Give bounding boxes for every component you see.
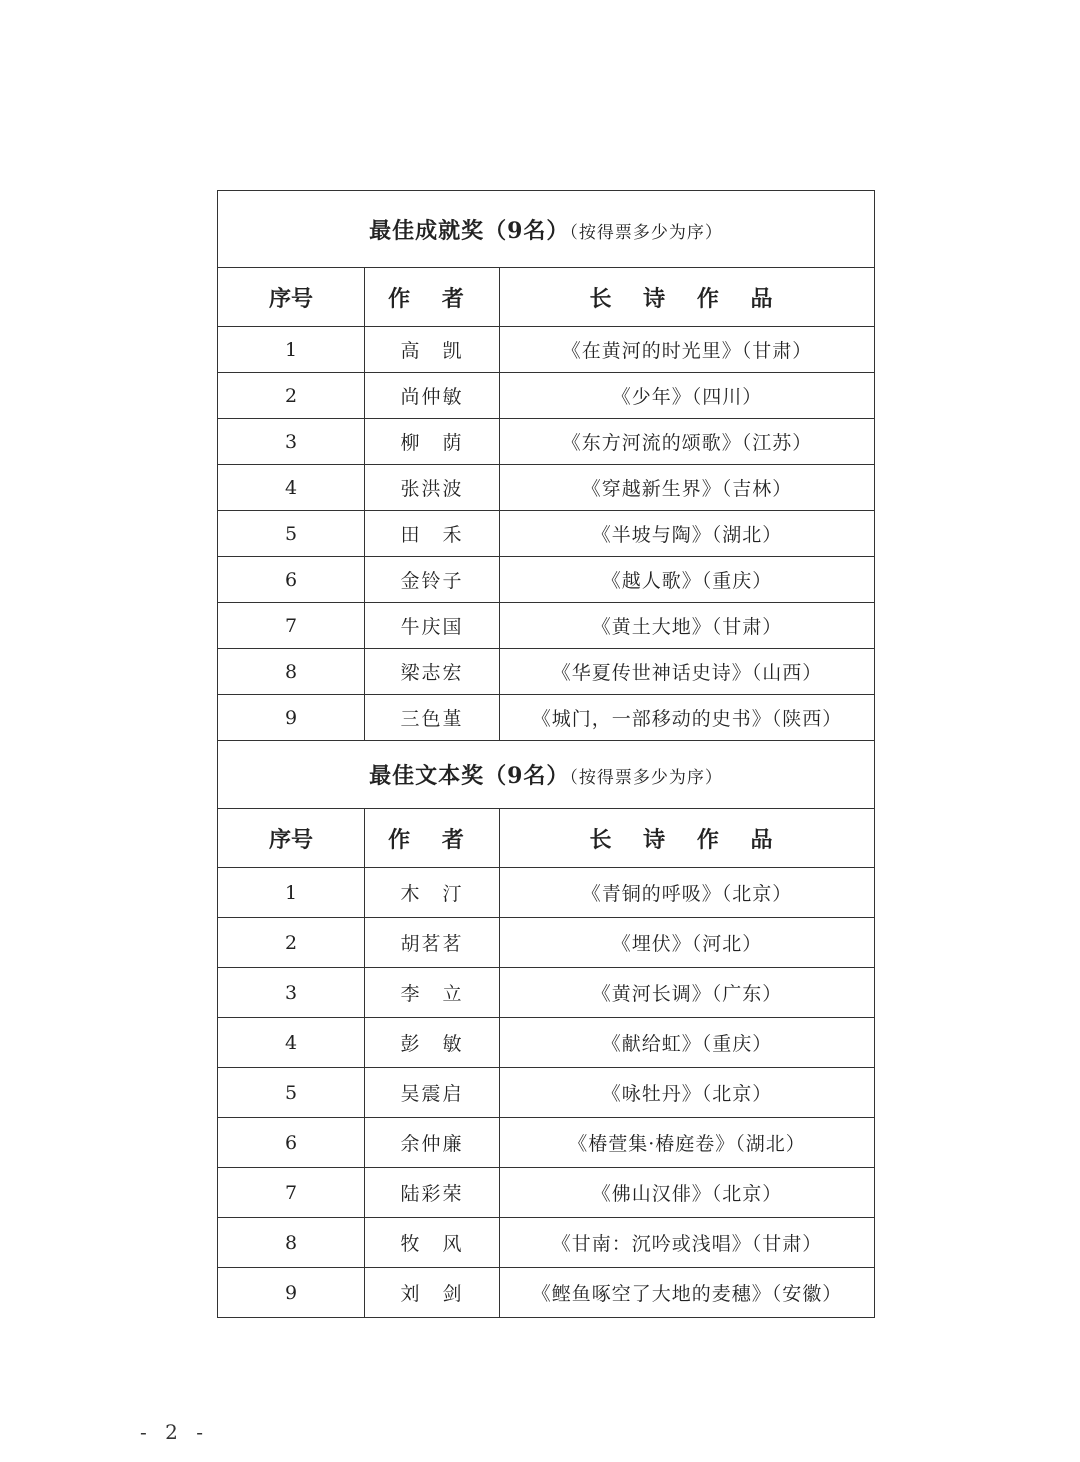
row-author: 高 凯 bbox=[365, 327, 500, 373]
header-seq bbox=[218, 268, 365, 327]
row-seq: 6 bbox=[218, 557, 365, 603]
row-work: 《咏牡丹》（北京） bbox=[500, 1068, 875, 1118]
row-seq: 4 bbox=[218, 1018, 365, 1068]
row-author: 田 禾 bbox=[365, 511, 500, 557]
section-title bbox=[218, 741, 875, 809]
row-work: 《青铜的呼吸》（北京） bbox=[500, 868, 875, 918]
table-row bbox=[218, 603, 875, 649]
row-author: 刘 剑 bbox=[365, 1268, 500, 1318]
table-row bbox=[218, 968, 875, 1018]
awards-table bbox=[217, 190, 875, 1318]
row-work: 《少年》（四川） bbox=[500, 373, 875, 419]
header-seq-label: 序号 bbox=[268, 285, 313, 312]
header-row bbox=[218, 809, 875, 868]
section-title-note: （按得票多少为序） bbox=[569, 768, 723, 788]
table-row bbox=[218, 511, 875, 557]
row-author: 余仲廉 bbox=[365, 1118, 500, 1168]
row-work: 《半坡与陶》（湖北） bbox=[500, 511, 875, 557]
row-author: 三色堇 bbox=[365, 695, 500, 741]
table-row bbox=[218, 1268, 875, 1318]
row-seq: 5 bbox=[218, 1068, 365, 1118]
row-work: 《鲣鱼啄空了大地的麦穗》（安徽） bbox=[500, 1268, 875, 1318]
row-author: 尚仲敏 bbox=[365, 373, 500, 419]
row-work: 《东方河流的颂歌》（江苏） bbox=[500, 419, 875, 465]
table-row bbox=[218, 373, 875, 419]
header-work-label: 长 诗 作 品 bbox=[589, 826, 785, 853]
row-seq: 9 bbox=[218, 695, 365, 741]
table-row bbox=[218, 918, 875, 968]
header-work bbox=[500, 268, 875, 327]
row-work: 《城门，一部移动的史书》（陕西） bbox=[500, 695, 875, 741]
section-title-row bbox=[218, 191, 875, 268]
table-row bbox=[218, 1168, 875, 1218]
row-seq: 2 bbox=[218, 918, 365, 968]
row-author: 木 汀 bbox=[365, 868, 500, 918]
row-author: 牛庆国 bbox=[365, 603, 500, 649]
table-row bbox=[218, 327, 875, 373]
section-title-text: 最佳成就奖（9名） bbox=[369, 217, 570, 244]
section-title-note: （按得票多少为序） bbox=[569, 222, 723, 243]
row-author: 胡茗茗 bbox=[365, 918, 500, 968]
row-work: 《在黄河的时光里》（甘肃） bbox=[500, 327, 875, 373]
row-seq: 8 bbox=[218, 649, 365, 695]
row-author: 李 立 bbox=[365, 968, 500, 1018]
table-row bbox=[218, 1218, 875, 1268]
header-author bbox=[365, 268, 500, 327]
row-work: 《黄河长调》（广东） bbox=[500, 968, 875, 1018]
table-row bbox=[218, 695, 875, 741]
row-seq: 9 bbox=[218, 1268, 365, 1318]
table-row bbox=[218, 1018, 875, 1068]
row-author: 牧 风 bbox=[365, 1218, 500, 1268]
row-seq: 2 bbox=[218, 373, 365, 419]
header-row bbox=[218, 268, 875, 327]
row-work: 《华夏传世神话史诗》（山西） bbox=[500, 649, 875, 695]
row-work: 《献给虹》（重庆） bbox=[500, 1018, 875, 1068]
row-work: 《越人歌》（重庆） bbox=[500, 557, 875, 603]
table-row bbox=[218, 465, 875, 511]
row-seq: 7 bbox=[218, 603, 365, 649]
row-author: 金铃子 bbox=[365, 557, 500, 603]
row-author: 彭 敏 bbox=[365, 1018, 500, 1068]
row-seq: 6 bbox=[218, 1118, 365, 1168]
row-author: 柳 荫 bbox=[365, 419, 500, 465]
header-work-label: 长 诗 作 品 bbox=[589, 285, 785, 312]
row-author: 陆彩荣 bbox=[365, 1168, 500, 1218]
section-title bbox=[218, 191, 875, 268]
row-author: 梁志宏 bbox=[365, 649, 500, 695]
table-row bbox=[218, 1068, 875, 1118]
table-row bbox=[218, 868, 875, 918]
row-seq: 8 bbox=[218, 1218, 365, 1268]
header-author-label: 作 者 bbox=[388, 285, 476, 312]
row-seq: 3 bbox=[218, 968, 365, 1018]
section-title-row bbox=[218, 741, 875, 809]
table-row bbox=[218, 1118, 875, 1168]
row-work: 《佛山汉俳》（北京） bbox=[500, 1168, 875, 1218]
row-work: 《黄土大地》（甘肃） bbox=[500, 603, 875, 649]
row-seq: 1 bbox=[218, 327, 365, 373]
row-seq: 1 bbox=[218, 868, 365, 918]
header-seq-label: 序号 bbox=[268, 826, 313, 853]
section-title-text: 最佳文本奖（9名） bbox=[369, 763, 570, 789]
page-number: - 2 - bbox=[140, 1420, 209, 1444]
row-work: 《椿萱集·椿庭卷》（湖北） bbox=[500, 1118, 875, 1168]
row-author: 张洪波 bbox=[365, 465, 500, 511]
header-work bbox=[500, 809, 875, 868]
row-seq: 3 bbox=[218, 419, 365, 465]
row-seq: 7 bbox=[218, 1168, 365, 1218]
row-author: 吴震启 bbox=[365, 1068, 500, 1118]
table-row bbox=[218, 649, 875, 695]
row-work: 《埋伏》（河北） bbox=[500, 918, 875, 968]
row-work: 《甘南：沉吟或浅唱》（甘肃） bbox=[500, 1218, 875, 1268]
header-seq bbox=[218, 809, 365, 868]
header-author-label: 作 者 bbox=[388, 826, 476, 853]
table-row bbox=[218, 419, 875, 465]
row-work: 《穿越新生界》（吉林） bbox=[500, 465, 875, 511]
row-seq: 4 bbox=[218, 465, 365, 511]
row-seq: 5 bbox=[218, 511, 365, 557]
header-author bbox=[365, 809, 500, 868]
table-row bbox=[218, 557, 875, 603]
